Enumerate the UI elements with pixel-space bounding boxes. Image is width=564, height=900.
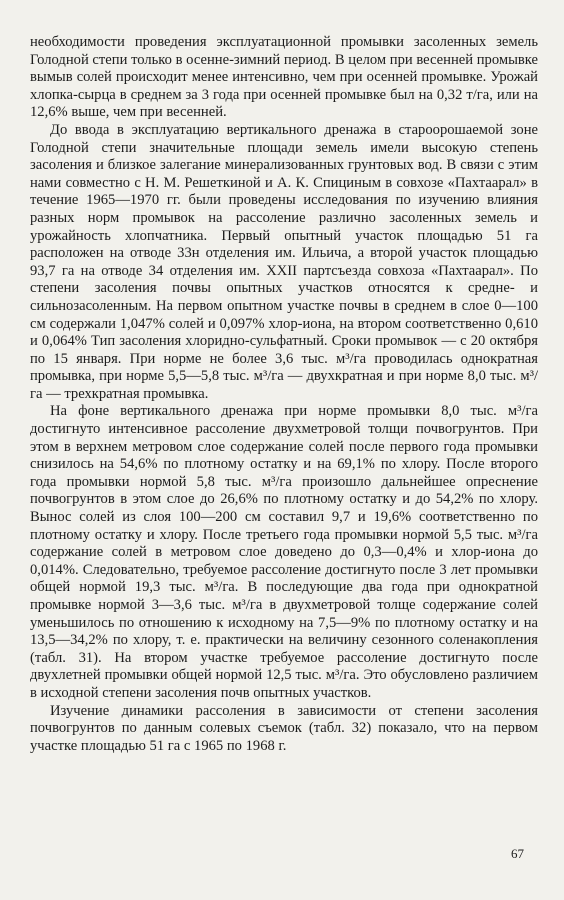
paragraph-4: Изучение динамики рассоления в зависимости от степени засоления почвогрунтов по данным солевых съемок (табл. 32) показало, что на первом участке площадью 51 га с 1965 по 1968 г. (30, 702, 538, 754)
body-text (30, 34, 538, 755)
page-number: 67 (511, 846, 524, 861)
paragraph-1: необходимости проведения эксплуатационной промывки засоленных земель Голодной степи только в осенне-зимний период. В целом при весенней промывке вымыв солей происходит менее интенсивно, чем при осенней промывке. Урожай хлопка-сырца в среднем за 3 года при осенней промывке был на 0,32 т/га, или на 12,6% выше, чем при весенней. (30, 34, 538, 121)
paragraph-2: До ввода в эксплуатацию вертикального дренажа в староорошаемой зоне Голодной степи значительные площади земель имели высокую степень засоления и близкое залегание минерализованных грунтовых вод. В связи с этим нами совместно с Н. М. Решеткиной и А. К. Спициным в совхозе «Пахтаарал» в течение 1965—1970 гг. были проведены исследования по изучению влияния разных норм промывок на рассоление различно засоленных земель и урожайность хлопчатника. Первый опытный участок площадью 51 га расположен на отводе 33н отделения им. Ильича, а второй участок площадью 93,7 га на отводе 34 отделения им. XXII партсъезда совхоза «Пахтаарал». По степени засоления почвы опытных участков относятся к средне- и сильнозасоленным. На первом опытном участке почвы в среднем в слое 0—100 см содержали 1,047% солей и 0,097% хлор-иона, на втором соответственно 0,610 и 0,064% Тип засоления хлоридно-сульфатный. Сроки промывок — с 20 октября по 15 января. При норме не более 3,6 тыс. м³/га проводилась однократная промывка, при норме 5,5—5,8 тыс. м³/га — двухкратная и при норме 8,0 тыс. м³/га — трехкратная промывка. (30, 121, 538, 402)
paragraph-3: На фоне вертикального дренажа при норме промывки 8,0 тыс. м³/га достигнуто интенсивное рассоление двухметровой толщи почвогрунтов. При этом в верхнем метровом слое содержание солей после первого года промывки снизилось на 54,6% по плотному остатку и на 69,1% по хлору. После второго года промывки нормой 5,8 тыс. м³/га произошло дальнейшее опреснение почвогрунтов в этом слое до 26,6% по плотному остатку и до 54,2% по хлору. Вынос солей из слоя 100—200 см составил 9,7 и 19,6% соответственно по плотному остатку и хлору. После третьего года промывки нормой 5,5 тыс. м³/га содержание солей в метровом слое доведено до 0,3—0,4% и хлор-иона до 0,014%. Следовательно, требуемое рассоление достигнуто после 3 лет промывки общей нормой 19,3 тыс. м³/га. В последующие два года при однократной промывке нормой 3—3,6 тыс. м³/га в двухметровой толще содержание солей уменьшилось по отношению к исходному на 7,5—9% по плотному остатку и на 13,5—34,2% по хлору, т. е. практически на величину сезонного соленакопления (табл. 31). На втором участке требуемое рассоление достигнуто после двухлетней промывки общей нормой 12,5 тыс. м³/га. Это обусловлено различием в исходной степени засоления почв опытных участков. (30, 403, 538, 701)
